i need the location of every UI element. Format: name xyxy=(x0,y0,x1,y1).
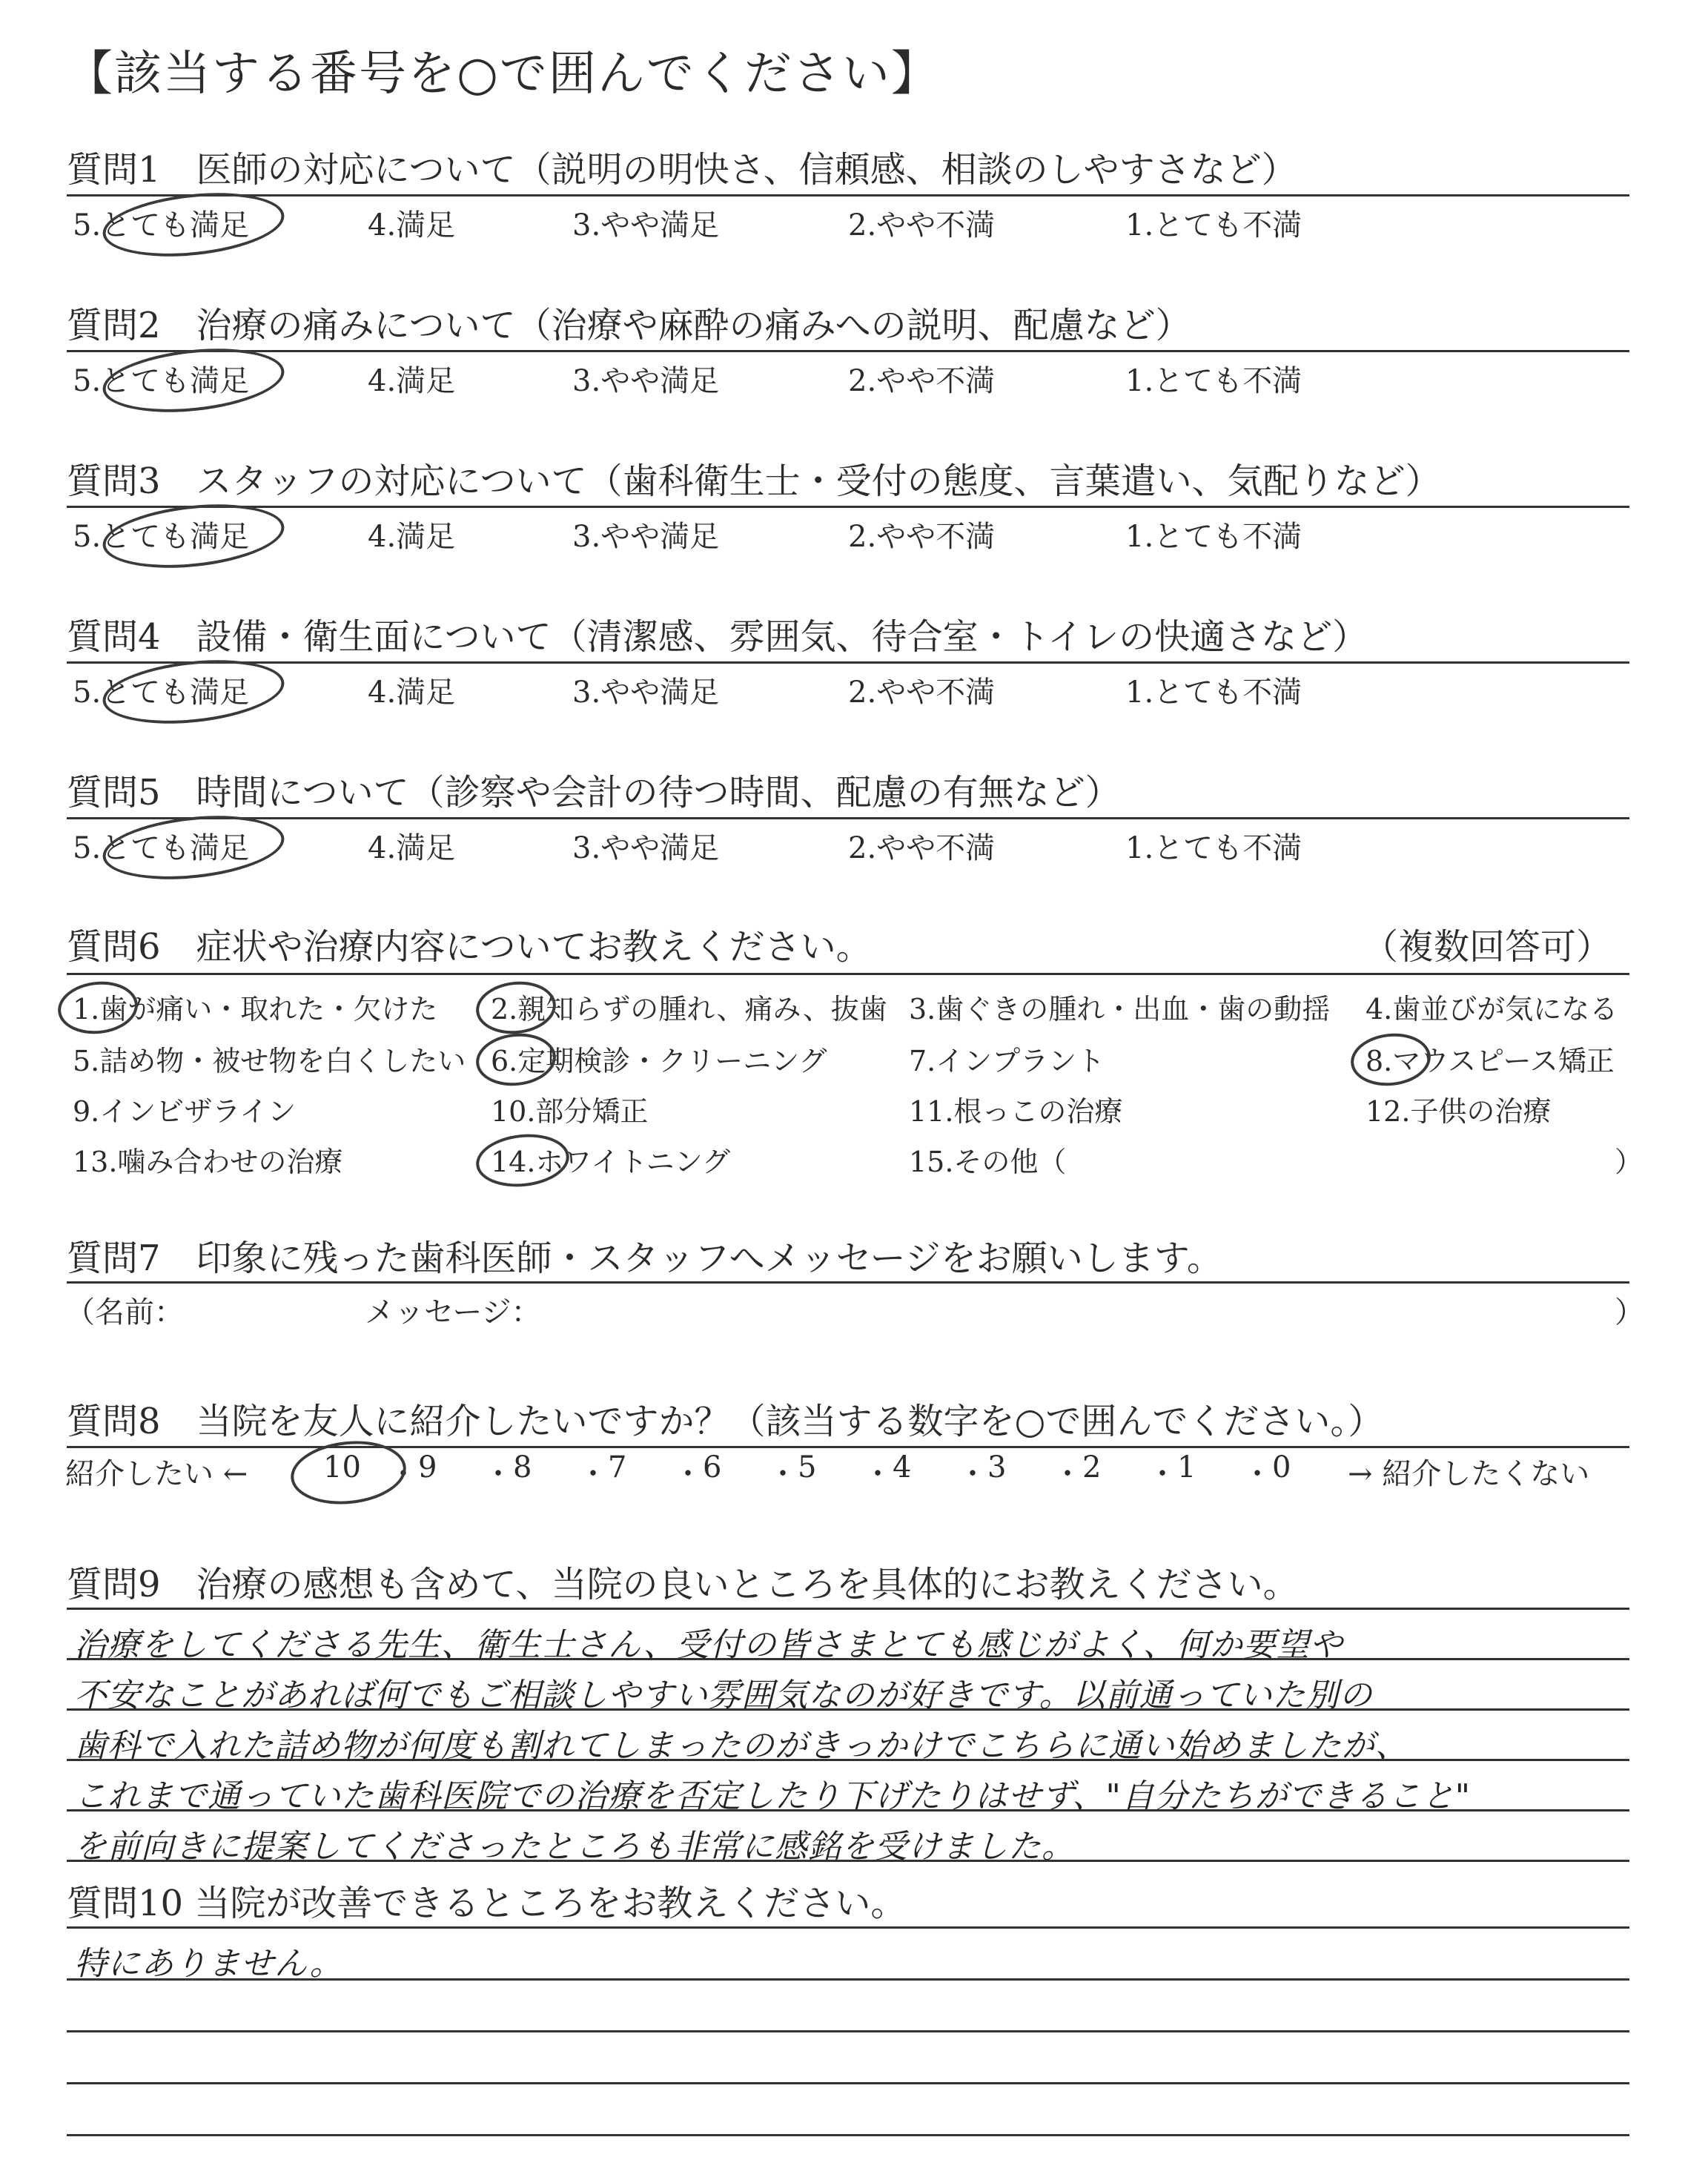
q6-option-13: 13.噛み合わせの治療 xyxy=(73,1146,343,1178)
q2-option-3: 3.やや満足 xyxy=(572,364,720,398)
q8-scale-5: 5 xyxy=(798,1450,817,1484)
q8-scale-1: 1 xyxy=(1177,1450,1196,1484)
q6-option-16: ） xyxy=(1615,1146,1644,1178)
q6-option-15: 15.その他（ xyxy=(909,1146,1067,1178)
q8-rule xyxy=(67,1446,1629,1448)
q3-selection-circle xyxy=(99,496,287,575)
q8-scale-3: 3 xyxy=(987,1450,1007,1484)
q2-title: 質問2 治療の痛みについて（治療や麻酔の痛みへの説明、配慮など） xyxy=(67,305,1191,346)
q1-option-5: 5.とても満足 xyxy=(73,208,250,242)
q4-option-5: 5.とても満足 xyxy=(73,676,250,710)
q10-answer-line: 特にありません。 xyxy=(74,1945,343,1983)
q3-option-4: 4.満足 xyxy=(368,520,456,554)
q5-option-5: 5.とても満足 xyxy=(73,831,250,865)
q8-right-label: → 紹介したくない xyxy=(1348,1457,1590,1491)
q1-option-4: 4.満足 xyxy=(368,208,456,242)
q3-title: 質問3 スタッフの対応について（歯科衛生士・受付の態度、言葉遣い、気配りなど） xyxy=(67,460,1441,502)
q8-scale-8: 8 xyxy=(513,1450,532,1484)
q4-selection-circle xyxy=(99,652,287,731)
q5-option-2: 2.やや不満 xyxy=(848,831,996,865)
q7-rule xyxy=(67,1281,1629,1284)
q10-ruled-line xyxy=(67,2082,1629,2084)
q7-title: 質問7 印象に残った歯科医師・スタッフへメッセージをお願いします。 xyxy=(67,1238,1222,1279)
q6-option-11: 11.根っこの治療 xyxy=(909,1095,1123,1128)
q1-option-3: 3.やや満足 xyxy=(572,208,720,242)
q8-left-label: 紹介したい ← xyxy=(65,1457,248,1491)
q5-option-1: 1.とても不満 xyxy=(1125,831,1302,865)
q6-option-9: 9.インビザライン xyxy=(73,1095,297,1128)
q8-scale-separator: ・ xyxy=(1053,1457,1082,1491)
q6-option-1: 1.歯が痛い・取れた・欠けた xyxy=(73,993,438,1025)
q6-option-2: 2.親知らずの腫れ、痛み、抜歯 xyxy=(491,993,887,1025)
q8-scale-10: 10 xyxy=(323,1450,361,1484)
q1-option-2: 2.やや不満 xyxy=(848,208,996,242)
q4-rule xyxy=(67,661,1629,664)
q6-rule xyxy=(67,973,1629,975)
q8-title: 質問8 当院を友人に紹介したいですか？（該当する数字を○で囲んでください。） xyxy=(67,1401,1384,1442)
q8-scale-6: 6 xyxy=(703,1450,722,1484)
q6-note: （複数回答可） xyxy=(1363,926,1612,968)
q8-scale-separator: ・ xyxy=(1148,1457,1177,1491)
q1-selection-circle xyxy=(99,185,287,264)
q10-title: 質問10 当院が改善できるところをお教えください。 xyxy=(67,1883,907,1924)
form-header: 【該当する番号を○で囲んでください】 xyxy=(65,47,940,102)
q7-message-label: メッセージ： xyxy=(365,1295,541,1330)
q6-title: 質問6 症状や治療内容についてお教えください。 xyxy=(67,926,872,968)
q4-option-4: 4.満足 xyxy=(368,676,456,710)
q7-close-paren: ） xyxy=(1615,1295,1644,1330)
q1-option-1: 1.とても不満 xyxy=(1125,208,1302,242)
q10-ruled-line xyxy=(67,2030,1629,2032)
q4-option-1: 1.とても不満 xyxy=(1125,676,1302,710)
q8-scale-separator: ・ xyxy=(578,1457,608,1491)
q8-scale-separator: ・ xyxy=(483,1457,513,1491)
q10-ruled-line xyxy=(67,1926,1629,1929)
q3-option-3: 3.やや満足 xyxy=(572,520,720,554)
q3-option-2: 2.やや不満 xyxy=(848,520,996,554)
q8-scale-separator: ・ xyxy=(1242,1457,1272,1491)
q2-rule xyxy=(67,350,1629,352)
q5-rule xyxy=(67,817,1629,819)
q8-scale-2: 2 xyxy=(1082,1450,1102,1484)
q9-ruled-line xyxy=(67,1608,1629,1610)
q9-answer-line: 歯科で入れた詰め物が何度も割れてしまったのがきっかけでこちらに通い始めましたが、 xyxy=(74,1727,1409,1765)
q6-option-12: 12.子供の治療 xyxy=(1366,1095,1552,1128)
q6-option-6: 6.定期検診・クリーニング xyxy=(491,1045,827,1077)
q9-title: 質問9 治療の感想も含めて、当院の良いところを具体的にお教えください。 xyxy=(67,1564,1299,1605)
q9-answer-line: を前向きに提案してくださったところも非常に感銘を受けました。 xyxy=(74,1828,1075,1866)
q2-option-5: 5.とても満足 xyxy=(73,364,250,398)
q2-option-4: 4.満足 xyxy=(368,364,456,398)
q9-answer-line: 治療をしてくださる先生、衛生士さん、受付の皆さまとても感じがよく、何か要望や xyxy=(74,1626,1343,1664)
q2-option-2: 2.やや不満 xyxy=(848,364,996,398)
q4-option-2: 2.やや不満 xyxy=(848,676,996,710)
q6-option-3: 3.歯ぐきの腫れ・出血・歯の動揺 xyxy=(909,993,1331,1025)
q1-rule xyxy=(67,194,1629,196)
q5-option-4: 4.満足 xyxy=(368,831,456,865)
q8-scale-separator: ・ xyxy=(673,1457,703,1491)
q2-selection-circle xyxy=(99,340,287,420)
q8-scale-7: 7 xyxy=(608,1450,627,1484)
q5-option-3: 3.やや満足 xyxy=(572,831,720,865)
q2-option-1: 1.とても不満 xyxy=(1125,364,1302,398)
q9-answer-line: 不安なことがあれば何でもご相談しやすい雰囲気なのが好きです。以前通っていた別の xyxy=(74,1677,1373,1714)
q4-option-3: 3.やや満足 xyxy=(572,676,720,710)
q7-name-label: （名前： xyxy=(65,1295,184,1330)
q3-option-5: 5.とても満足 xyxy=(73,520,250,554)
q8-scale-separator: ・ xyxy=(863,1457,893,1491)
q6-option-10: 10.部分矯正 xyxy=(491,1095,649,1128)
q8-scale-9: 9 xyxy=(418,1450,437,1484)
q10-ruled-line xyxy=(67,2134,1629,2136)
q8-scale-4: 4 xyxy=(893,1450,912,1484)
q4-title: 質問4 設備・衛生面について（清潔感、雰囲気、待合室・トイレの快適さなど） xyxy=(67,616,1368,658)
q3-rule xyxy=(67,506,1629,508)
q5-selection-circle xyxy=(99,807,287,887)
q8-scale-separator: ・ xyxy=(768,1457,798,1491)
q5-title: 質問5 時間について（診察や会計の待つ時間、配慮の有無など） xyxy=(67,772,1121,813)
q6-option-7: 7.インプラント xyxy=(909,1045,1105,1077)
q8-scale-separator: ・ xyxy=(388,1457,418,1491)
q6-option-4: 4.歯並びが気になる xyxy=(1366,993,1618,1025)
q6-option-5: 5.詰め物・被せ物を白くしたい xyxy=(73,1045,466,1077)
q3-option-1: 1.とても不満 xyxy=(1125,520,1302,554)
q6-option-8: 8.マウスピース矯正 xyxy=(1366,1045,1615,1077)
q9-answer-line: これまで通っていた歯科医院での治療を否定したり下げたりはせず、"自分たちができること" xyxy=(74,1777,1471,1815)
q6-option-14: 14.ホワイトニング xyxy=(491,1146,731,1178)
q8-scale-separator: ・ xyxy=(958,1457,987,1491)
q1-title: 質問1 医師の対応について（説明の明快さ、信頼感、相談のしやすさなど） xyxy=(67,149,1297,191)
q8-scale-0: 0 xyxy=(1272,1450,1291,1484)
